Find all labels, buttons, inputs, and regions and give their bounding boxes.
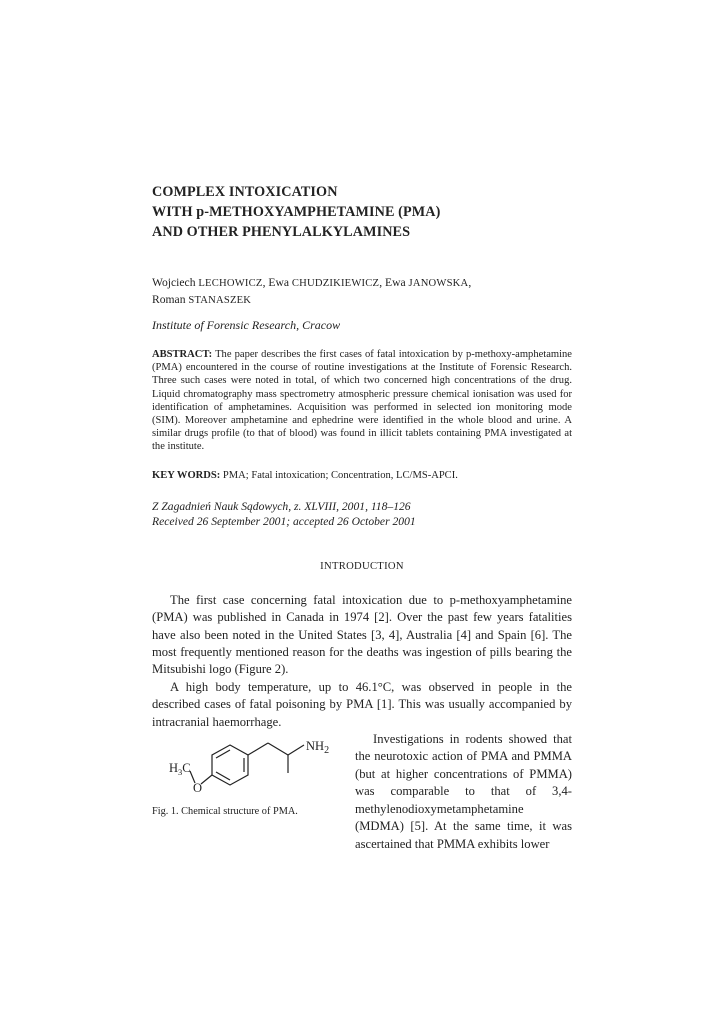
citation bbox=[152, 499, 572, 529]
article-title bbox=[152, 182, 572, 242]
figure-caption: Fig. 1. Chemical structure of PMA. bbox=[152, 806, 298, 818]
paragraph: A high body temperature, up to 46.1°C, was observed in people in the described cases of fatal poisoning by PMA [1]. This was usually accompanied by intracranial haemorrhage. bbox=[152, 679, 572, 729]
author-sep: , bbox=[262, 276, 269, 289]
h3c-label: $H_3C$ bbox=[169, 761, 191, 778]
author-last: JANOWSKA bbox=[408, 278, 469, 289]
keywords-label: KEY WORDS: bbox=[152, 469, 221, 481]
title-line: AND OTHER PHENYLALKYLAMINES bbox=[152, 224, 411, 240]
author-list bbox=[152, 275, 572, 309]
side-chain bbox=[248, 743, 304, 773]
keywords bbox=[152, 469, 572, 482]
author-sep: , bbox=[468, 276, 472, 289]
body-text bbox=[152, 592, 572, 851]
nh2-label: $NH_2$ bbox=[306, 739, 330, 757]
article-page bbox=[152, 182, 572, 851]
abstract-label: ABSTRACT: bbox=[152, 349, 213, 360]
right-column bbox=[355, 731, 572, 853]
section-heading: INTRODUCTION bbox=[320, 560, 404, 572]
ring-double-bonds bbox=[216, 750, 244, 780]
author-line bbox=[152, 275, 572, 292]
keywords-text: PMA; Fatal intoxication; Concentration, LC/MS-APCI. bbox=[220, 469, 458, 481]
author-last: LECHOWICZ bbox=[198, 278, 263, 289]
author-line bbox=[152, 292, 572, 309]
citation-source: Z Zagadnień Nauk Sądowych, z. XLVIII, 2001, 118–126 bbox=[152, 499, 411, 513]
abstract bbox=[152, 348, 572, 454]
title-line: COMPLEX INTOXICATION bbox=[152, 184, 338, 200]
author-first: Ewa bbox=[268, 276, 292, 289]
paragraph: The first case concerning fatal intoxication due to p-methoxyamphetamine (PMA) was published in Canada in 1974 [2]. Over the past few years fatalities have also been noted in the United States [3, 4], Australia [4] and Spain [6]. The most frequently mentioned reason for the deaths was ingestion of pills bearing the Mitsubishi logo (Figure 2). bbox=[152, 592, 572, 677]
pma-structure-diagram bbox=[152, 737, 342, 797]
author-first: Ewa bbox=[385, 276, 409, 289]
author-first: Roman bbox=[152, 293, 189, 306]
benzene-ring bbox=[212, 745, 248, 785]
figure-row bbox=[152, 731, 572, 851]
abstract-text: The paper describes the first cases of fatal intoxication by p-methoxy-amphetamine (PMA) encountered in the course of routine investigations at the Institute of Forensic Research. Three such cases were noted in total, of which two concerned high concentrations of the drug. Liquid chromatography mass spectrometry atmospheric pressure chemical ionisation was used for identification of amphetamines. Acquisition was performed in selected ion monitoring mode (SIM). Moreover amphetamine and ephedrine were identified in the whole blood and urine. A similar drugs profile (to that of blood) was found in illicit tablets containing PMA investigated at the institute. bbox=[152, 349, 572, 453]
oxygen-label: O bbox=[193, 781, 203, 796]
author-sep: , bbox=[379, 276, 386, 289]
figure-1 bbox=[152, 737, 342, 818]
title-line: WITH p-METHOXYAMPHETAMINE (PMA) bbox=[152, 204, 441, 220]
citation-dates: Received 26 September 2001; accepted 26 October 2001 bbox=[152, 514, 416, 528]
author-first: Wojciech bbox=[152, 276, 199, 289]
institute: Institute of Forensic Research, Cracow bbox=[152, 318, 341, 332]
author-last: CHUDZIKIEWICZ bbox=[291, 278, 380, 289]
author-last: STANASZEK bbox=[188, 295, 252, 306]
paragraph: Investigations in rodents showed that the neurotoxic action of PMA and PMMA (but at higher concentrations of PMMA) was comparable to that of 3,4-methylenodioxymetamphetamine (MDMA) [5]. At the same time, it was ascertained that PMMA exhibits lower bbox=[355, 732, 572, 851]
